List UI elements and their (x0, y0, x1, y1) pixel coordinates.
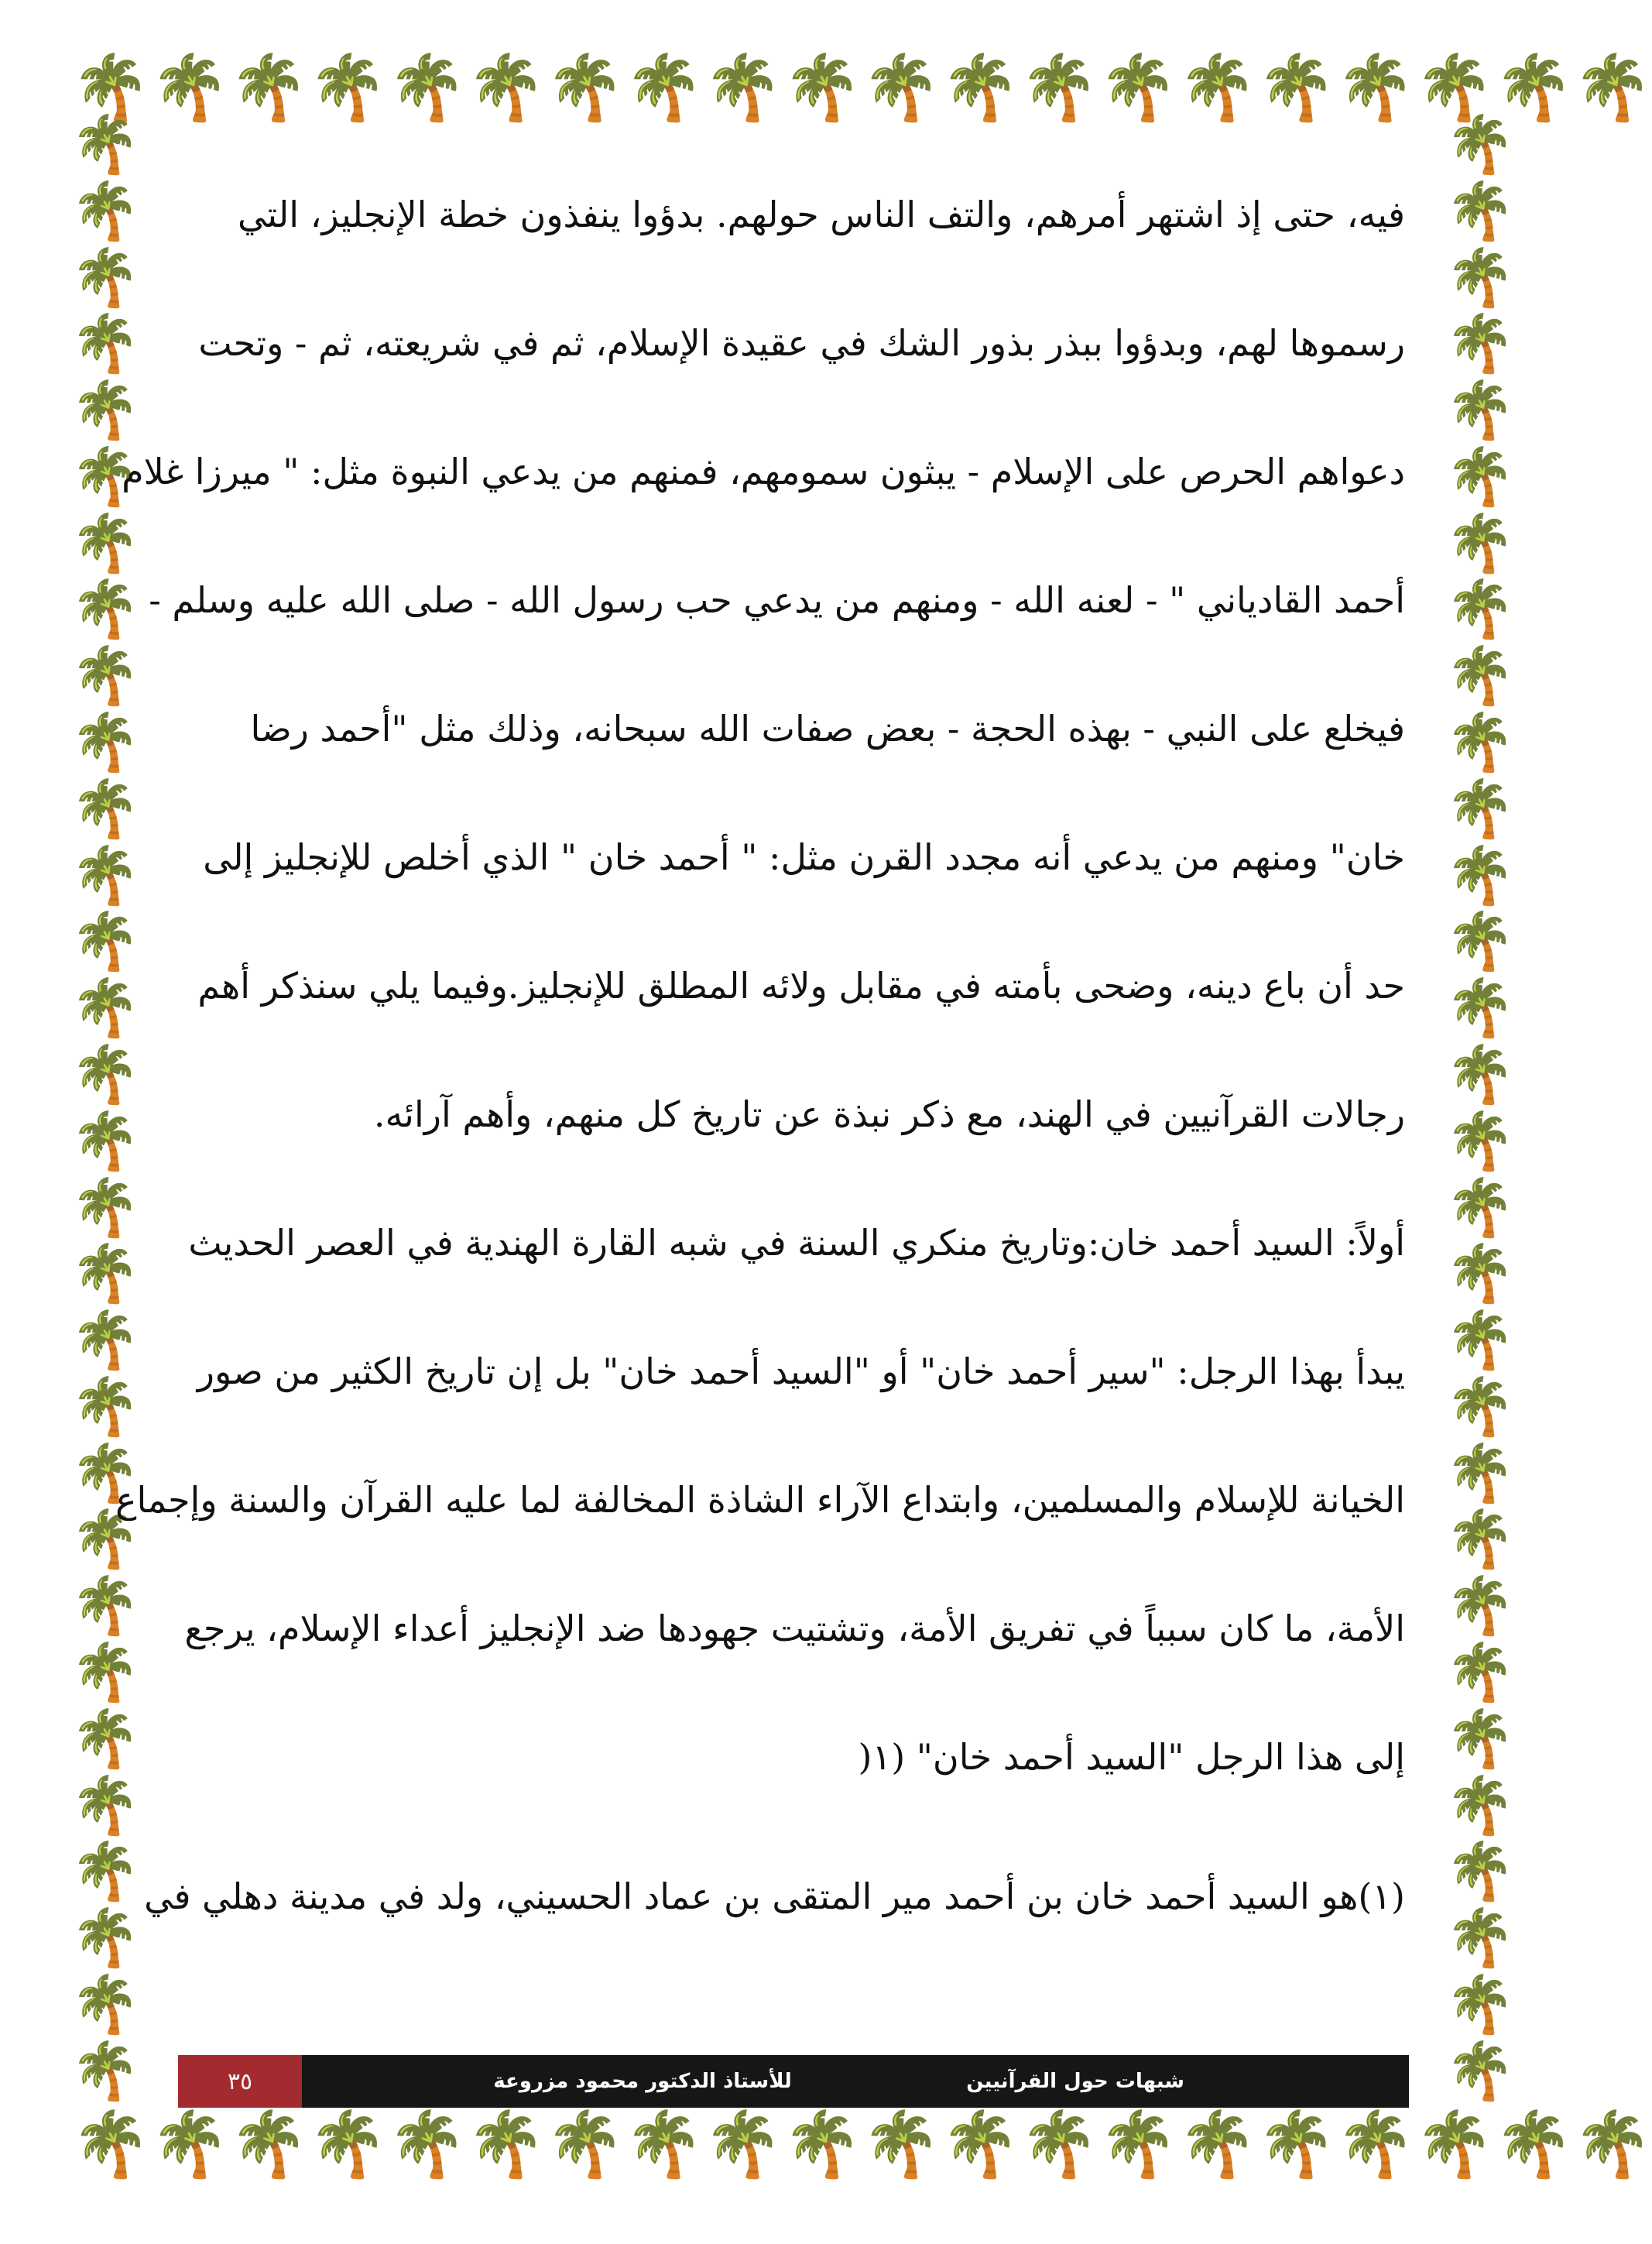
palm-tree-icon: 🌴 (862, 2108, 941, 2181)
palm-tree-icon: 🌴 (71, 2108, 151, 2181)
palm-tree-icon: 🌴 (70, 1041, 140, 1107)
palm-tree-icon: 🌴 (1020, 2108, 1099, 2181)
footer-book-title: شبهات حول القرآنيين (966, 2070, 1184, 2093)
palm-tree-icon: 🌴 (1445, 1838, 1515, 1904)
page-footer (178, 2055, 1409, 2108)
palm-tree-icon: 🌴 (1335, 2108, 1415, 2181)
palm-tree-icon: 🌴 (1256, 51, 1336, 125)
palm-tree-icon: 🌴 (862, 51, 941, 125)
palm-tree-icon: 🌴 (71, 51, 151, 125)
palm-tree-icon: 🌴 (1098, 51, 1178, 125)
page-number: ٣٥ (227, 2067, 253, 2095)
palm-tree-icon: 🌴 (70, 709, 140, 775)
palm-tree-icon: 🌴 (1445, 576, 1515, 642)
palm-tree-icon: 🌴 (70, 1705, 140, 1771)
palm-tree-icon: 🌴 (1445, 908, 1515, 974)
text-line: إلى هذا الرجل "السيد أحمد خان" (١( (858, 1736, 1405, 1778)
palm-tree-icon: 🌴 (1445, 1506, 1515, 1572)
palm-tree-icon: 🌴 (70, 1307, 140, 1373)
palm-tree-icon: 🌴 (1414, 51, 1494, 125)
palm-tree-icon: 🌴 (1335, 51, 1415, 125)
palm-tree-icon: 🌴 (70, 443, 140, 509)
palm-tree-icon: 🌴 (150, 51, 230, 125)
palm-tree-icon: 🌴 (308, 51, 388, 125)
palm-tree-icon: 🌴 (1445, 1439, 1515, 1505)
palm-tree-icon: 🌴 (229, 51, 309, 125)
palm-tree-icon: 🌴 (70, 1573, 140, 1638)
palm-tree-icon: 🌴 (703, 51, 783, 125)
palm-tree-icon: 🌴 (624, 2108, 704, 2181)
palm-tree-icon: 🌴 (1445, 1041, 1515, 1107)
palm-tree-icon: 🌴 (70, 1506, 140, 1572)
palm-tree-icon: 🌴 (1445, 443, 1515, 509)
text-line: دعواهم الحرص على الإسلام - يبثون سمومهم، فمنهم من يدعي النبوة مثل: " ميرزا غلام (122, 451, 1405, 492)
palm-tree-icon: 🌴 (70, 2037, 140, 2103)
palm-tree-icon: 🌴 (1256, 2108, 1336, 2181)
palm-tree-icon: 🌴 (782, 51, 862, 125)
palm-tree-icon: 🌴 (1493, 51, 1574, 125)
palm-tree-icon: 🌴 (70, 1240, 140, 1306)
palm-tree-icon: 🌴 (70, 311, 140, 376)
palm-tree-icon: 🌴 (1445, 1573, 1515, 1638)
palm-tree-icon: 🌴 (70, 1772, 140, 1837)
palm-tree-icon: 🌴 (70, 1971, 140, 2036)
text-line: حد أن باع دينه، وضحى بأمته في مقابل ولائه المطلق للإنجليز.وفيما يلي سنذكر أهم (197, 965, 1405, 1007)
palm-tree-icon: 🌴 (1020, 51, 1099, 125)
palm-tree-icon: 🌴 (782, 2108, 862, 2181)
palm-tree-icon: 🌴 (70, 1638, 140, 1704)
palm-tree-icon: 🌴 (70, 576, 140, 642)
page-body-text (115, 194, 1405, 1984)
palm-tree-icon: 🌴 (624, 51, 704, 125)
text-line: خان" ومنهم من يدعي أنه مجدد القرن مثل: " أحمد خان " الذي أخلص للإنجليز إلى (203, 836, 1405, 878)
palm-tree-icon: 🌴 (150, 2108, 230, 2181)
palm-tree-icon: 🌴 (1445, 1905, 1515, 1971)
palm-tree-icon: 🌴 (70, 1107, 140, 1173)
palm-tree-icon: 🌴 (1445, 2037, 1515, 2103)
palm-tree-icon: 🌴 (1445, 112, 1515, 177)
text-line: يبدأ بهذا الرجل: "سير أحمد خان" أو "السيد أحمد خان" بل إن تاريخ الكثير من صور (197, 1350, 1405, 1392)
palm-tree-icon: 🌴 (703, 2108, 783, 2181)
palm-tree-icon: 🌴 (70, 1439, 140, 1505)
palm-tree-icon: 🌴 (1445, 975, 1515, 1041)
palm-tree-icon: 🌴 (1445, 1638, 1515, 1704)
palm-tree-icon: 🌴 (1445, 1307, 1515, 1373)
footer-author: للأستاذ الدكتور محمود مزروعة (493, 2070, 792, 2093)
footnote: (١)هو السيد أحمد خان بن أحمد مير المتقى بن عماد الحسيني، ولد في مدينة دهلي في (144, 1875, 1405, 1917)
palm-tree-icon: 🌴 (1445, 1107, 1515, 1173)
palm-tree-icon: 🌴 (387, 51, 467, 125)
border-right (1445, 112, 1516, 2103)
palm-tree-icon: 🌴 (70, 775, 140, 841)
palm-tree-icon: 🌴 (1177, 51, 1257, 125)
palm-tree-icon: 🌴 (1573, 2108, 1652, 2181)
palm-tree-icon: 🌴 (229, 2108, 309, 2181)
palm-tree-icon: 🌴 (1445, 1174, 1515, 1240)
palm-tree-icon: 🌴 (70, 244, 140, 310)
text-line: فيخلع على النبي - بهذه الحجة - بعض صفات الله سبحانه، وذلك مثل "أحمد رضا (250, 708, 1405, 750)
text-line: الأمة، ما كان سبباً في تفريق الأمة، وتشتيت جهودها ضد الإنجليز أعداء الإسلام، يرجع (184, 1608, 1405, 1649)
palm-tree-icon: 🌴 (1445, 1705, 1515, 1771)
palm-tree-icon: 🌴 (70, 510, 140, 575)
palm-tree-icon: 🌴 (545, 51, 625, 125)
palm-tree-icon: 🌴 (70, 112, 140, 177)
text-line: أحمد القادياني " - لعنه الله - ومنهم من يدعي حب رسول الله - صلى الله عليه وسلم - (149, 579, 1405, 621)
border-bottom (71, 2108, 1652, 2181)
palm-tree-icon: 🌴 (941, 2108, 1020, 2181)
palm-tree-icon: 🌴 (70, 908, 140, 974)
page-number-badge (178, 2055, 302, 2108)
palm-tree-icon: 🌴 (1445, 510, 1515, 575)
palm-tree-icon: 🌴 (466, 51, 546, 125)
palm-tree-icon: 🌴 (1445, 842, 1515, 908)
palm-tree-icon: 🌴 (1573, 51, 1652, 125)
palm-tree-icon: 🌴 (70, 842, 140, 908)
palm-tree-icon: 🌴 (387, 2108, 467, 2181)
palm-tree-icon: 🌴 (70, 975, 140, 1041)
border-left (70, 112, 141, 2103)
palm-tree-icon: 🌴 (1445, 377, 1515, 443)
palm-tree-icon: 🌴 (70, 1174, 140, 1240)
border-top (71, 51, 1652, 125)
palm-tree-icon: 🌴 (1445, 244, 1515, 310)
palm-tree-icon: 🌴 (70, 1905, 140, 1971)
palm-tree-icon: 🌴 (70, 643, 140, 709)
palm-tree-icon: 🌴 (1445, 1772, 1515, 1837)
palm-tree-icon: 🌴 (545, 2108, 625, 2181)
text-line: فيه، حتى إذ اشتهر أمرهم، والتف الناس حولهم. بدؤوا ينفذون خطة الإنجليز، التي (237, 194, 1405, 235)
palm-tree-icon: 🌴 (1445, 1971, 1515, 2036)
palm-tree-icon: 🌴 (70, 377, 140, 443)
palm-tree-icon: 🌴 (941, 51, 1020, 125)
palm-tree-icon: 🌴 (1493, 2108, 1574, 2181)
palm-tree-icon: 🌴 (1445, 775, 1515, 841)
palm-tree-icon: 🌴 (70, 1838, 140, 1904)
palm-tree-icon: 🌴 (70, 1373, 140, 1439)
palm-tree-icon: 🌴 (466, 2108, 546, 2181)
palm-tree-icon: 🌴 (1445, 709, 1515, 775)
palm-tree-icon: 🌴 (1098, 2108, 1178, 2181)
palm-tree-icon: 🌴 (1445, 1240, 1515, 1306)
palm-tree-icon: 🌴 (1445, 177, 1515, 243)
text-line: رجالات القرآنيين في الهند، مع ذكر نبذة عن تاريخ كل منهم، وأهم آرائه. (373, 1093, 1405, 1135)
text-line: الخيانة للإسلام والمسلمين، وابتداع الآراء الشاذة المخالفة لما عليه القرآن والسنة وإجماع (115, 1479, 1405, 1521)
palm-tree-icon: 🌴 (1177, 2108, 1257, 2181)
palm-tree-icon: 🌴 (308, 2108, 388, 2181)
palm-tree-icon: 🌴 (70, 177, 140, 243)
section-heading-line: أولاً: السيد أحمد خان:وتاريخ منكري السنة في شبه القارة الهندية في العصر الحديث (188, 1222, 1405, 1264)
palm-tree-icon: 🌴 (1445, 643, 1515, 709)
palm-tree-icon: 🌴 (1445, 311, 1515, 376)
text-line: رسموها لهم، وبدؤوا ببذر بذور الشك في عقيدة الإسلام، ثم في شريعته، ثم - وتحت (198, 322, 1405, 364)
palm-tree-icon: 🌴 (1414, 2108, 1494, 2181)
palm-tree-icon: 🌴 (1445, 1373, 1515, 1439)
